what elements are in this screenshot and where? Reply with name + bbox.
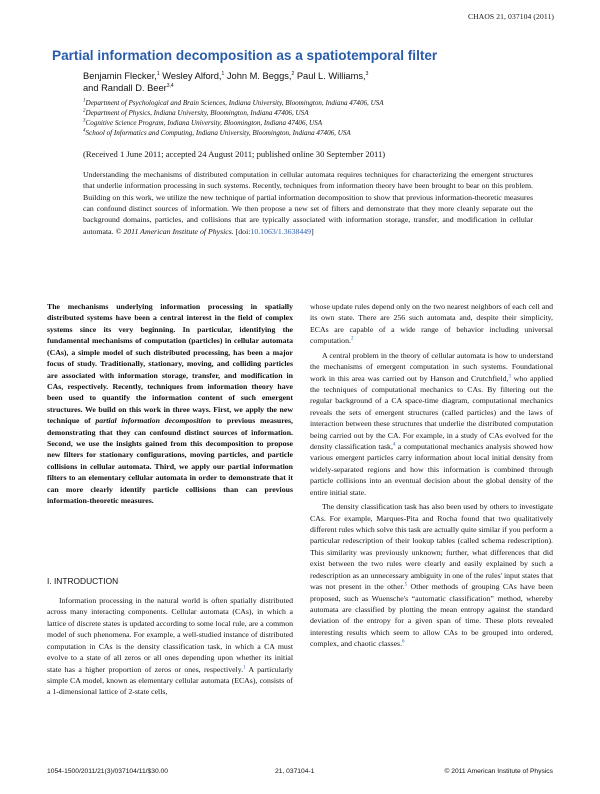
author-affil-mark: 3: [365, 70, 369, 77]
affiliation-item: [83, 108, 553, 118]
author-affil-mark: 1: [221, 70, 225, 77]
affiliation-text: Department of Psychological and Brain Sciences, Indiana University, Bloomington, Indiana 47406, USA: [85, 99, 384, 107]
body-text: The density classification task has also been used by others to investigate CAs. For example, Marques-Pita and Rocha found that two qualitatively different rules which solve this task are actually quite similar if you perform a particular redescription of their lookup tables (called schema redescription). This similarity was previously unknown; further, what differences that did exist between the two rules were clearly and easily explained by such a redescription as an unnecessary ambiguity in one of the rules' input states that was not present in the other.: [310, 502, 554, 592]
reference-link[interactable]: 6: [402, 639, 405, 645]
affiliation-text: Cognitive Science Program, Indiana University, Bloomington, Indiana 47406, USA: [85, 119, 323, 127]
body-text: Other methods of grouping CAs have been proposed, such as Wuensche's “automatic classification” method, whereby automata are classified by plotting the mean entropy against the standard deviation of the entropy for a given span of time. These plots revealed interesting results which seem to allow CAs to be grouped into ordered, complex, and chaotic classes.: [310, 582, 553, 649]
affiliation-item: [83, 118, 553, 128]
affiliation-list: [83, 98, 553, 138]
author-name: and Randall D. Beer: [83, 83, 167, 93]
affiliation-text: Department of Physics, Indiana University, Bloomington, Indiana 47406, USA: [85, 109, 309, 117]
affiliation-item: [83, 128, 553, 138]
author-line-1: [83, 70, 553, 82]
section-heading: I. INTRODUCTION: [47, 576, 119, 586]
body-text: who applied the techniques of computational mechanics to CAs. By filtering out the regular background of a CA space-time diagram, computational mechanics reveals the sets of emergent structures (called particles) and the laws of interaction between these structures that underlie the distributed computation being carried out by the CA. For example, in a study of CAs evolved for the density classification task,: [310, 373, 553, 452]
body-text: whose update rules depend only on the two nearest neighbors of each cell and its own state. There are 256 such automata and, despite their simplicity, ECAs are capable of a wide range of behavior including universal computation.: [310, 302, 553, 346]
footer-copyright: © 2011 American Institute of Physics: [444, 768, 553, 775]
doi-suffix: ]: [311, 226, 314, 236]
body-paragraph: [310, 301, 553, 347]
body-text: A central problem in the theory of cellular automata is how to understand the mechanisms of emergent computation in such systems. Foundational work in this area was carried out by Hanson and Crutchfield,: [310, 350, 553, 383]
author-name: Paul L. Williams,: [294, 71, 366, 81]
reference-link[interactable]: 2: [350, 336, 354, 342]
affiliation-mark: 1: [83, 98, 86, 104]
affiliation-mark: 4: [83, 128, 86, 134]
body-text: A particularly simple CA model, known as elementary cellular automata (ECAs), consists of a 1-dimensional lattice of 2-state cells,: [47, 664, 293, 697]
lead-text: to previous measures, demonstrating that they can confound distinct sources of information. Second, we use the insights gained from this decomposition to propose new filters for stationary configurations, moving particles, and particle collisions in cellular automata. Third, we apply our partial information filters to an elementary cellular automata in order to demonstrate that it can more clearly identify particle collisions than can previous information-theoretic measures.: [47, 416, 293, 506]
body-paragraph: [310, 350, 553, 498]
affiliation-item: [83, 98, 553, 108]
body-text: a computational mechanics analysis showed how various emergent particles carry information about local initial density from widely-separated regions and how this information is combined through particle collisions into an eventual decision about the global density of the entire initial state.: [310, 442, 553, 497]
author-affil-mark: 1: [156, 70, 160, 77]
author-name: John M. Beggs,: [224, 71, 292, 81]
right-column: [310, 301, 553, 650]
lead-emphasis: partial information decomposition: [95, 416, 211, 426]
body-paragraph: [310, 501, 553, 649]
abstract: [83, 169, 533, 237]
doi-link[interactable]: 10.1063/1.3638449: [250, 226, 312, 236]
author-list: [83, 70, 553, 94]
reference-link[interactable]: 3: [508, 373, 511, 379]
received-dates: (Received 1 June 2011; accepted 24 August 2011; published online 30 September 2011): [83, 149, 386, 159]
abstract-body: Understanding the mechanisms of distributed computation in cellular automata requires techniques for characterizing the emergent structures that underlie information processing in such systems. Recently, techniques from information theory have been brought to bear on this problem. Building on this work, we utilize the new technique of partial information decomposition to show that previous information-theoretic measures can confound distinct sources of information. We then propose a new set of filters and demonstrate that they more cleanly separate out the background domains, particles, and collisions that are typically associated with information storage, transfer, and modification in cellular automata.: [83, 170, 533, 236]
author-affil-mark: 3,4: [166, 82, 174, 89]
body-text: Information processing in the natural world is often spatially distributed across many interacting components. Cellular automata (CAs), in which a lattice of discrete states is updated according to some local rule, are a common model of such phenomena. For example, a well-studied instance of distributed computation in CAs is the density classification task, in which a CA must evolve to a state of all zeros or all ones depending upon whether its initial state has a higher proportion of zeros or ones, respectively.: [47, 596, 293, 674]
author-name: Wesley Alford,: [159, 71, 222, 81]
doi-prefix: [doi:: [235, 226, 251, 236]
affiliation-mark: 3: [83, 118, 86, 124]
affiliation-text: School of Informatics and Computing, Indiana University, Bloomington, Indiana 47406, USA: [85, 129, 351, 137]
lead-text: The mechanisms underlying information processing in spatially distributed systems have been a central interest in the field of complex systems since its very beginning. In particular, identifying the fundamental mechanisms of computation (particles) in cellular automata (CAs), a simple model of such distributed processing, has been a major focus of study. Traditionally, stationary, moving, and colliding particles are associated with information storage, transfer, and modification in CAs, respectively. Recently, techniques from information theory have been used to quantify the information content of such emergent structures. We build on this work in three ways. First, we apply the new technique of: [47, 302, 293, 426]
reference-link[interactable]: 4: [392, 442, 396, 448]
author-name: Benjamin Flecker,: [83, 71, 157, 81]
abstract-copyright: © 2011 American Institute of Physics.: [115, 226, 234, 236]
paper-title: Partial information decomposition as a spatiotemporal filter: [52, 48, 438, 63]
footer-issn: 1054-1500/2011/21(3)/037104/11/$30.00: [47, 768, 168, 775]
lead-paragraph: [47, 301, 293, 507]
journal-header: CHAOS 21, 037104 (2011): [468, 12, 554, 21]
reference-link[interactable]: 5: [404, 582, 408, 588]
author-affil-mark: 2: [291, 70, 295, 77]
author-line-2: [83, 82, 553, 94]
intro-paragraph: [47, 595, 293, 698]
reference-link[interactable]: 1: [243, 664, 246, 670]
affiliation-mark: 2: [83, 108, 86, 114]
footer-page-number: 21, 037104-1: [275, 768, 315, 775]
intro-left-column: [47, 595, 293, 698]
